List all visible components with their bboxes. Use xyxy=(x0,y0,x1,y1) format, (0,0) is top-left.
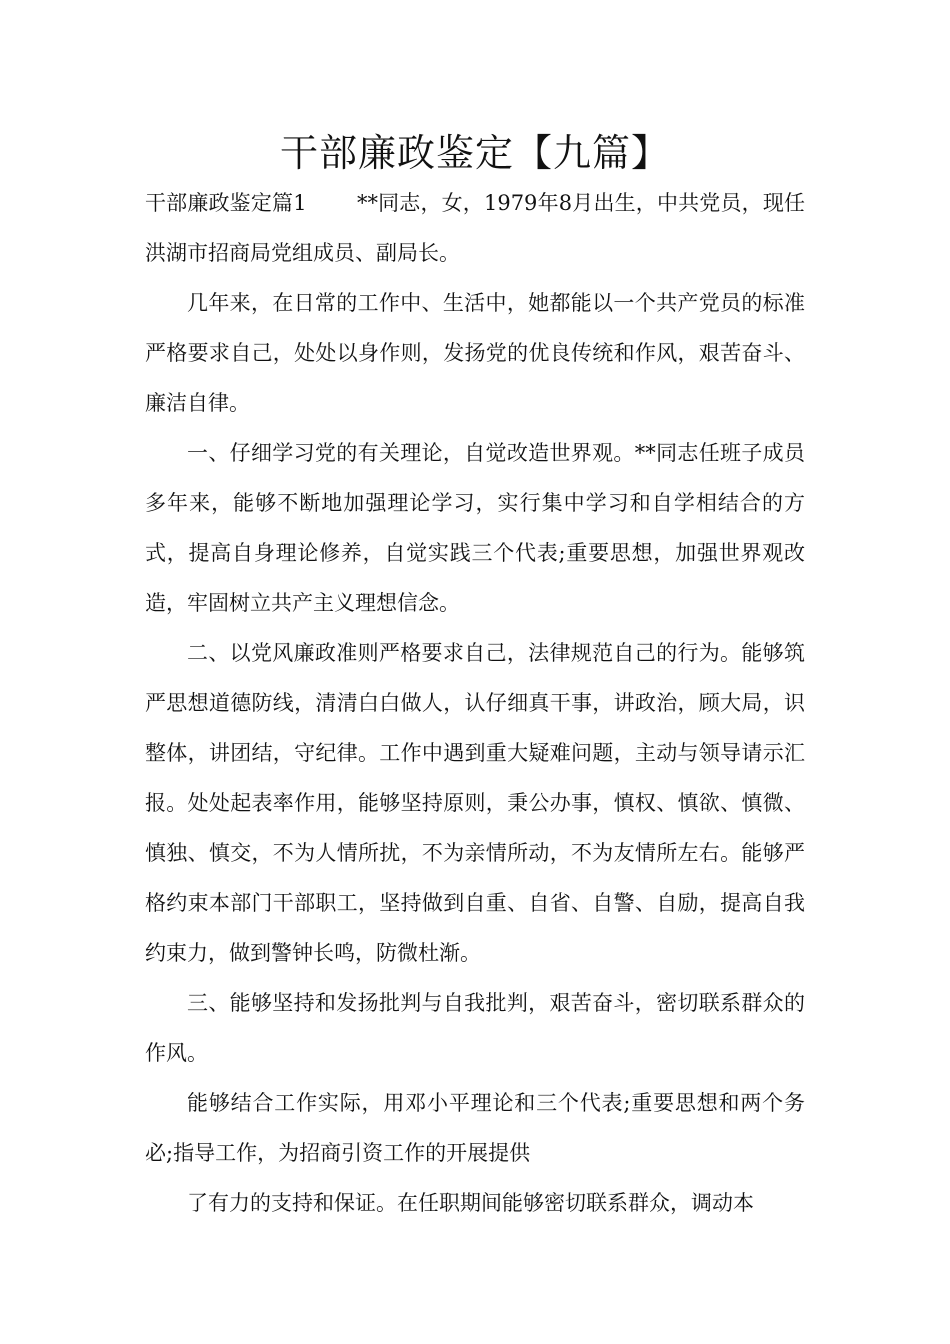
document-body xyxy=(145,178,805,1228)
paragraph-point-one: 一、仔细学习党的有关理论，自觉改造世界观。**同志任班子成员多年来，能够不断地加强理论学习，实行集中学习和自学相结合的方式，提高自身理论修养，自觉实践三个代表;重要思想，加强世界观改造，牢固树立共产主义理想信念。 xyxy=(145,441,805,615)
paragraph-intro xyxy=(145,178,805,278)
paragraph-text: **同志，女，1979年8月出生，中共党员，现任洪湖市招商局党组成员、副局长。 xyxy=(145,191,805,265)
paragraph-point-two: 二、以党风廉政准则严格要求自己，法律规范自己的行为。能够筑严思想道德防线，清清白白做人，认仔细真干事，讲政治，顾大局，识整体，讲团结，守纪律。工作中遇到重大疑难问题，主动与领导请示汇报。处处起表率作用，能够坚持原则，秉公办事，慎权、慎欲、慎微、慎独、慎交，不为人情所扰，不为亲情所动，不为友情所左右。能够严格约束本部门干部职工，坚持做到自重、自省、自警、自励，提高自我约束力，做到警钟长鸣，防微杜渐。 xyxy=(145,641,805,965)
paragraph-continued: 了有力的支持和保证。在任职期间能够密切联系群众，调动本 xyxy=(187,1191,754,1215)
paragraph-summary: 几年来，在日常的工作中、生活中，她都能以一个共产党员的标准严格要求自己，处处以身作则，发扬党的优良传统和作风，艰苦奋斗、廉洁自律。 xyxy=(145,291,805,415)
paragraph-point-three: 三、能够坚持和发扬批判与自我批判，艰苦奋斗，密切联系群众的作风。 xyxy=(145,991,805,1065)
paragraph-work: 能够结合工作实际，用邓小平理论和三个代表;重要思想和两个务必;指导工作，为招商引资工作的开展提供 xyxy=(145,1091,805,1165)
section-label: 干部廉政鉴定篇1 xyxy=(145,191,307,215)
document-title: 干部廉政鉴定【九篇】 xyxy=(279,131,670,175)
